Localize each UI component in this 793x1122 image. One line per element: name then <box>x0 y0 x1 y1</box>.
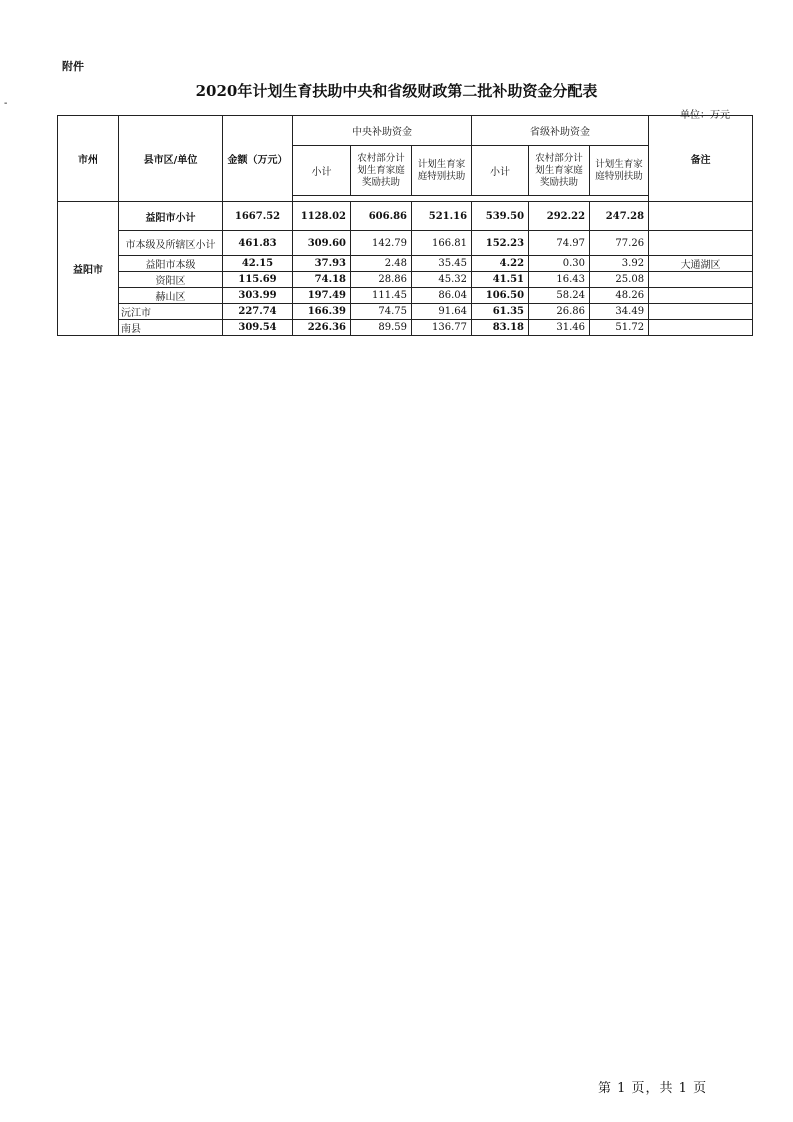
header-central-special: 计划生育家庭特别扶助 <box>412 146 472 196</box>
header-remark: 备注 <box>649 116 753 202</box>
row-central-subtotal: 197.49 <box>293 288 351 304</box>
row-remark <box>649 202 753 231</box>
row-provincial-special: 34.49 <box>590 304 649 320</box>
row-central-rural: 142.79 <box>351 231 412 256</box>
row-provincial-special: 48.26 <box>590 288 649 304</box>
table-row <box>58 272 753 288</box>
row-central-rural: 89.59 <box>351 320 412 336</box>
row-central-rural: 111.45 <box>351 288 412 304</box>
row-provincial-subtotal: 41.51 <box>472 272 529 288</box>
row-provincial-subtotal: 61.35 <box>472 304 529 320</box>
row-provincial-rural: 292.22 <box>529 202 590 231</box>
row-central-subtotal: 74.18 <box>293 272 351 288</box>
row-central-rural: 28.86 <box>351 272 412 288</box>
row-provincial-rural: 31.46 <box>529 320 590 336</box>
page-title: 2020年计划生育扶助中央和省级财政第二批补助资金分配表 <box>195 82 598 100</box>
header-provincial-rural: 农村部分计划生育家庭奖励扶助 <box>529 146 590 196</box>
row-provincial-subtotal: 106.50 <box>472 288 529 304</box>
margin-mark: - <box>4 98 8 109</box>
row-amount: 1667.52 <box>223 202 293 231</box>
row-provincial-special: 77.26 <box>590 231 649 256</box>
row-amount: 42.15 <box>223 256 293 272</box>
row-central-special: 166.81 <box>412 231 472 256</box>
row-central-special: 45.32 <box>412 272 472 288</box>
row-central-special: 521.16 <box>412 202 472 231</box>
row-provincial-rural: 26.86 <box>529 304 590 320</box>
row-remark: 大通湖区 <box>649 256 753 272</box>
row-name: 益阳市小计 <box>119 202 223 231</box>
header-provincial-subtotal: 小计 <box>472 146 529 196</box>
row-name: 南县 <box>119 320 223 336</box>
row-central-subtotal: 166.39 <box>293 304 351 320</box>
row-name: 资阳区 <box>119 272 223 288</box>
row-provincial-subtotal: 4.22 <box>472 256 529 272</box>
row-provincial-special: 3.92 <box>590 256 649 272</box>
row-central-subtotal: 309.60 <box>293 231 351 256</box>
row-amount: 309.54 <box>223 320 293 336</box>
row-central-special: 91.64 <box>412 304 472 320</box>
table-row <box>58 231 753 256</box>
page-footer: 第 1 页，共 1 页 <box>598 1081 708 1096</box>
row-central-rural: 74.75 <box>351 304 412 320</box>
header-city: 市州 <box>58 116 119 202</box>
row-provincial-rural: 0.30 <box>529 256 590 272</box>
header-provincial: 省级补助资金 <box>472 116 649 146</box>
city-cell: 益阳市 <box>58 202 119 336</box>
row-provincial-subtotal: 152.23 <box>472 231 529 256</box>
row-name: 沅江市 <box>119 304 223 320</box>
header-county: 县市区/单位 <box>119 116 223 202</box>
row-amount: 227.74 <box>223 304 293 320</box>
row-central-subtotal: 37.93 <box>293 256 351 272</box>
table-row <box>58 256 753 272</box>
row-provincial-rural: 16.43 <box>529 272 590 288</box>
row-provincial-rural: 58.24 <box>529 288 590 304</box>
header-central-rural: 农村部分计划生育家庭奖励扶助 <box>351 146 412 196</box>
row-central-special: 86.04 <box>412 288 472 304</box>
unit-label: 单位：万元 <box>680 110 730 121</box>
row-remark <box>649 272 753 288</box>
row-name: 赫山区 <box>119 288 223 304</box>
row-provincial-special: 25.08 <box>590 272 649 288</box>
attachment-label: 附件 <box>62 60 84 73</box>
header-central: 中央补助资金 <box>293 116 472 146</box>
row-central-special: 35.45 <box>412 256 472 272</box>
row-remark <box>649 304 753 320</box>
table-row <box>58 320 753 336</box>
row-remark <box>649 320 753 336</box>
header-amount: 金额（万元） <box>223 116 293 202</box>
row-central-special: 136.77 <box>412 320 472 336</box>
row-amount: 303.99 <box>223 288 293 304</box>
row-provincial-subtotal: 83.18 <box>472 320 529 336</box>
row-amount: 461.83 <box>223 231 293 256</box>
table-row <box>58 304 753 320</box>
row-amount: 115.69 <box>223 272 293 288</box>
header-central-subtotal: 小计 <box>293 146 351 196</box>
row-remark <box>649 288 753 304</box>
row-central-rural: 606.86 <box>351 202 412 231</box>
table-row <box>58 288 753 304</box>
row-central-subtotal: 1128.02 <box>293 202 351 231</box>
row-provincial-rural: 74.97 <box>529 231 590 256</box>
row-central-subtotal: 226.36 <box>293 320 351 336</box>
row-provincial-subtotal: 539.50 <box>472 202 529 231</box>
row-central-rural: 2.48 <box>351 256 412 272</box>
header-provincial-special: 计划生育家庭特别扶助 <box>590 146 649 196</box>
allocation-table <box>57 115 753 336</box>
row-provincial-special: 247.28 <box>590 202 649 231</box>
row-name: 益阳市本级 <box>119 256 223 272</box>
row-provincial-special: 51.72 <box>590 320 649 336</box>
table-row <box>58 202 753 231</box>
row-remark <box>649 231 753 256</box>
row-name: 市本级及所辖区小计 <box>119 231 223 256</box>
